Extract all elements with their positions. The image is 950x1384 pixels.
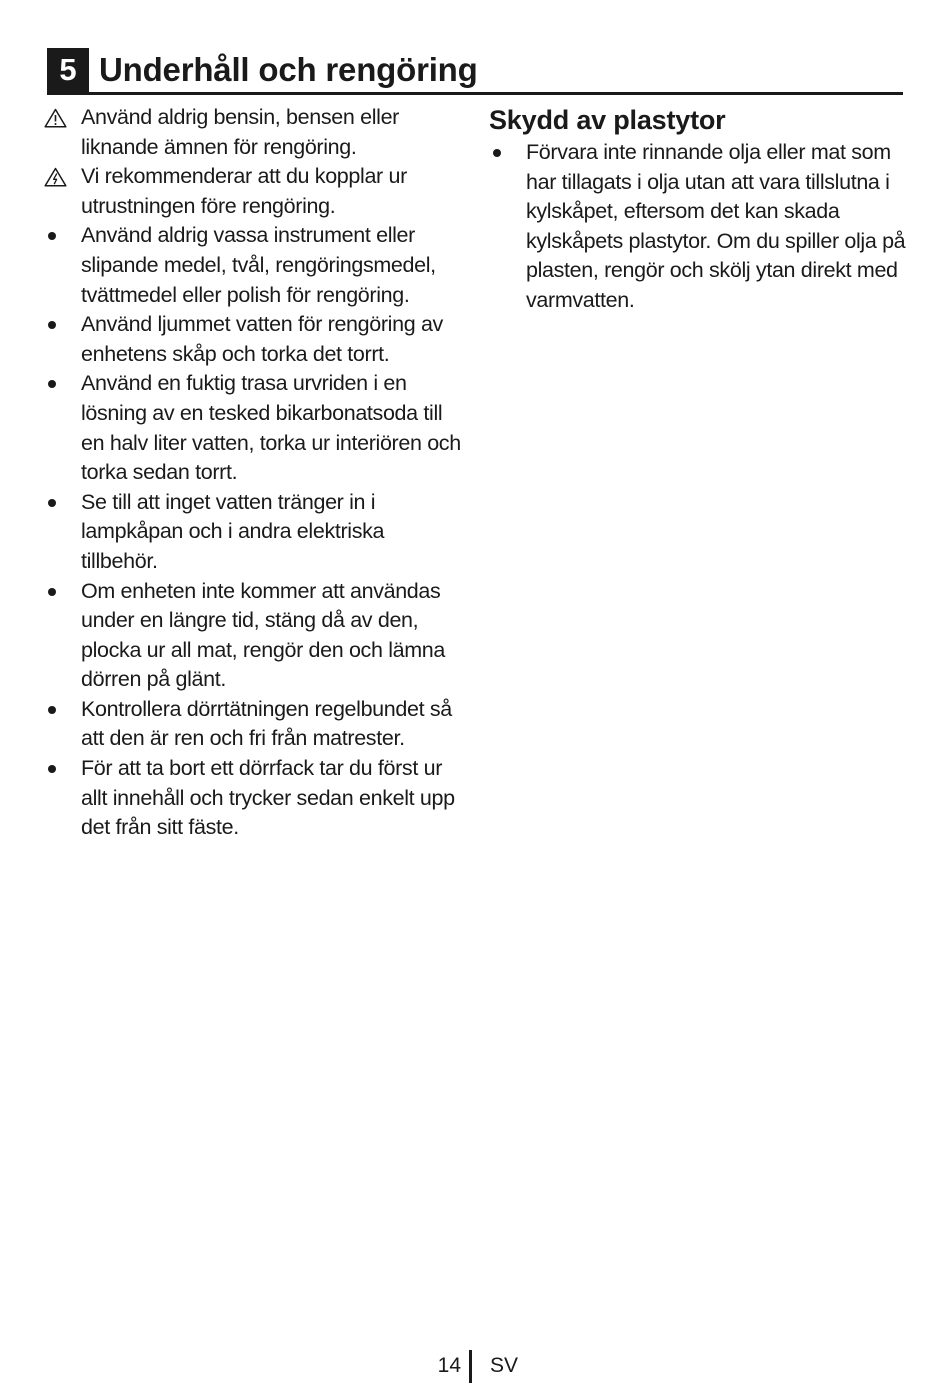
list-item-text: Använd en fuktig trasa urvriden i en lösning av en tesked bikarbonatsoda till en halv liter vatten, torka ur interiören och torka sedan torrt. xyxy=(81,371,461,485)
section-number-badge: 5 xyxy=(47,48,89,92)
list-item-text: För att ta bort ett dörrfack tar du först ur allt innehåll och trycker sedan enkelt upp det från sitt fäste. xyxy=(81,756,455,840)
bullet-icon xyxy=(44,577,74,607)
bullet-icon xyxy=(44,488,74,518)
bullet-icon xyxy=(489,138,519,168)
section-title: Underhåll och rengöring xyxy=(99,51,478,88)
list-item-text: Se till att inget vatten tränger in i lampkåpan och i andra elektriska tillbehör. xyxy=(81,489,385,573)
list-item-text: Förvara inte rinnande olja eller mat som har tillagats i olja utan att vara tillslutna i kylskåpet, eftersom det kan skada kylskåpets plastytor. Om du spiller olja på plasten, rengör och skölj ytan direkt med varmvatten. xyxy=(526,140,906,312)
list-item-text: Kontrollera dörrtätningen regelbundet så att den är ren och fri från matrester. xyxy=(81,696,452,751)
warning-triangle-icon xyxy=(44,103,74,133)
bullet-icon xyxy=(44,221,74,251)
footer-divider xyxy=(469,1350,472,1383)
list-item xyxy=(44,369,464,487)
left-column xyxy=(44,103,464,843)
list-item-text: Använd aldrig vassa instrument eller slipande medel, tvål, rengöringsmedel, tvättmedel eller polish för rengöring. xyxy=(81,223,436,307)
list-item-text: Om enheten inte kommer att användas under en längre tid, stäng då av den, plocka ur all mat, rengör den och lämna dörren på glänt. xyxy=(81,578,445,692)
bullet-icon xyxy=(44,310,74,340)
subsection-heading: Skydd av plastytor xyxy=(489,105,726,135)
bullet-icon xyxy=(44,754,74,784)
list-item xyxy=(44,577,464,695)
warning-text: Använd aldrig bensin, bensen eller liknande ämnen för rengöring. xyxy=(81,105,399,159)
page-number: 14 xyxy=(437,1354,461,1377)
list-item xyxy=(44,695,464,754)
right-column xyxy=(489,103,909,316)
list-item xyxy=(44,754,464,843)
bullet-icon xyxy=(44,695,74,725)
page-footer xyxy=(0,1348,950,1384)
list-item-text: Använd ljummet vatten för rengöring av enhetens skåp och torka det torrt. xyxy=(81,312,443,366)
list-item xyxy=(44,310,464,369)
bullet-icon xyxy=(44,369,74,399)
warning-text: Vi rekommenderar att du kopplar ur utrustningen före rengöring. xyxy=(81,164,407,218)
list-item xyxy=(44,221,464,310)
warning-item xyxy=(44,162,464,221)
warning-item xyxy=(44,103,464,162)
list-item xyxy=(489,138,909,316)
list-item xyxy=(44,488,464,577)
section-header xyxy=(47,48,903,95)
language-code: SV xyxy=(490,1354,519,1377)
warning-triangle-icon xyxy=(44,162,74,192)
